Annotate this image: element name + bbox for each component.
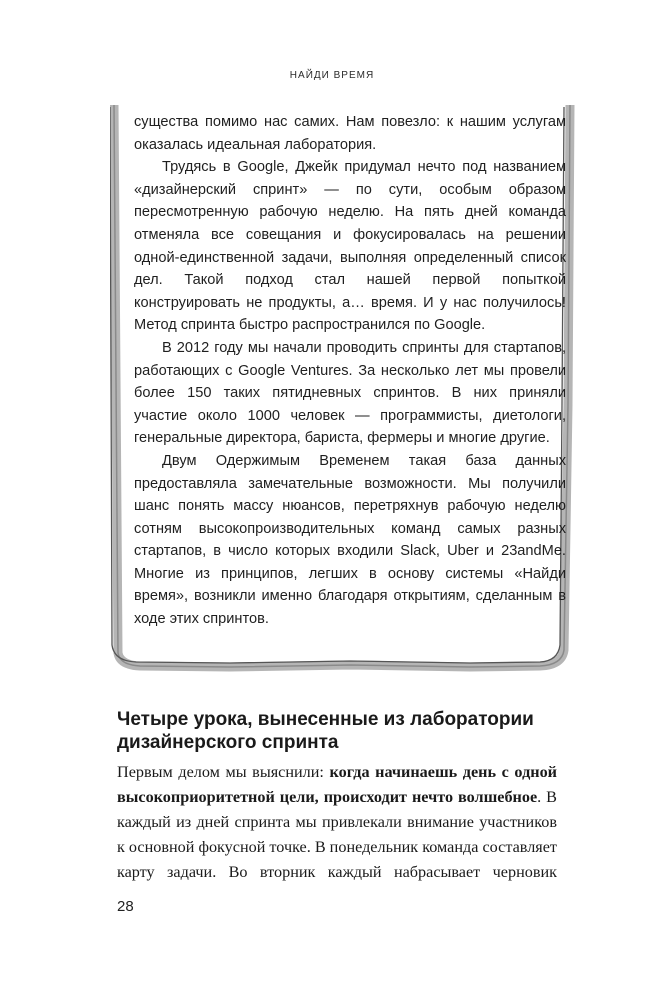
sidebar-box [110,105,576,677]
body-text [117,760,557,885]
body-emphasis: когда начинаешь день с одной высокоприоритетной цели, происходит нечто волшебное [117,763,557,806]
running-header: НАЙДИ ВРЕМЯ [289,70,375,81]
sidebar-box-text [134,111,566,631]
box-paragraph: существа помимо нас самих. Нам повезло: к нашим услугам оказалась идеальная лаборатория. [134,114,566,153]
box-paragraph: Двум Одержимым Временем такая база данных предоставляла замечательные возможности. Мы получили шанс понять массу нюансов, перетряхнув рабочую неделю сотням высокопроизводительных команд самых разных стартапов, в число которых входили Slack, Uber и 23andMe. Многие из принципов, легших в основу системы «Найди время», возникли именно благодаря открытиям, сделанным в ходе этих спринтов. [134,452,566,628]
section-heading: Четыре урока, вынесенные из лаборатории дизайнерского спринта [117,709,534,753]
box-paragraph: Трудясь в Google, Джейк придумал нечто под названием «дизайнерский спринт» — по сути, особым образом пересмотренную рабочую неделю. На пять дней команда отменяла все совещания и фокусировалась на решении одной-единственной задачи, выполняя определенный список дел. Такой подход стал нашей первой попыткой конструировать не продукты, а… время. И у нас получилось! Метод спринта быстро распространился по Google. [134,159,566,334]
box-paragraph: В 2012 году мы начали проводить спринты для стартапов, работающих с Google Ventures. За несколько лет мы провели более 150 таких пятидневных спринтов. В них приняли участие около 1000 человек — программисты, диетологи, генеральные директора, бариста, фермеры и многие другие. [134,339,566,447]
page-number: 28 [117,898,134,915]
body-paragraph [117,760,557,885]
body-continuation: В каждый из дней спринта мы привлекали внимание участников к основной фокусной точке. В понедельник команда составляет карту задачи. Во вторник каждый набрасывает черновик [117,788,558,881]
body-intro: Первым делом мы выяснили: [117,763,330,781]
body-punctuation: . [537,788,542,806]
